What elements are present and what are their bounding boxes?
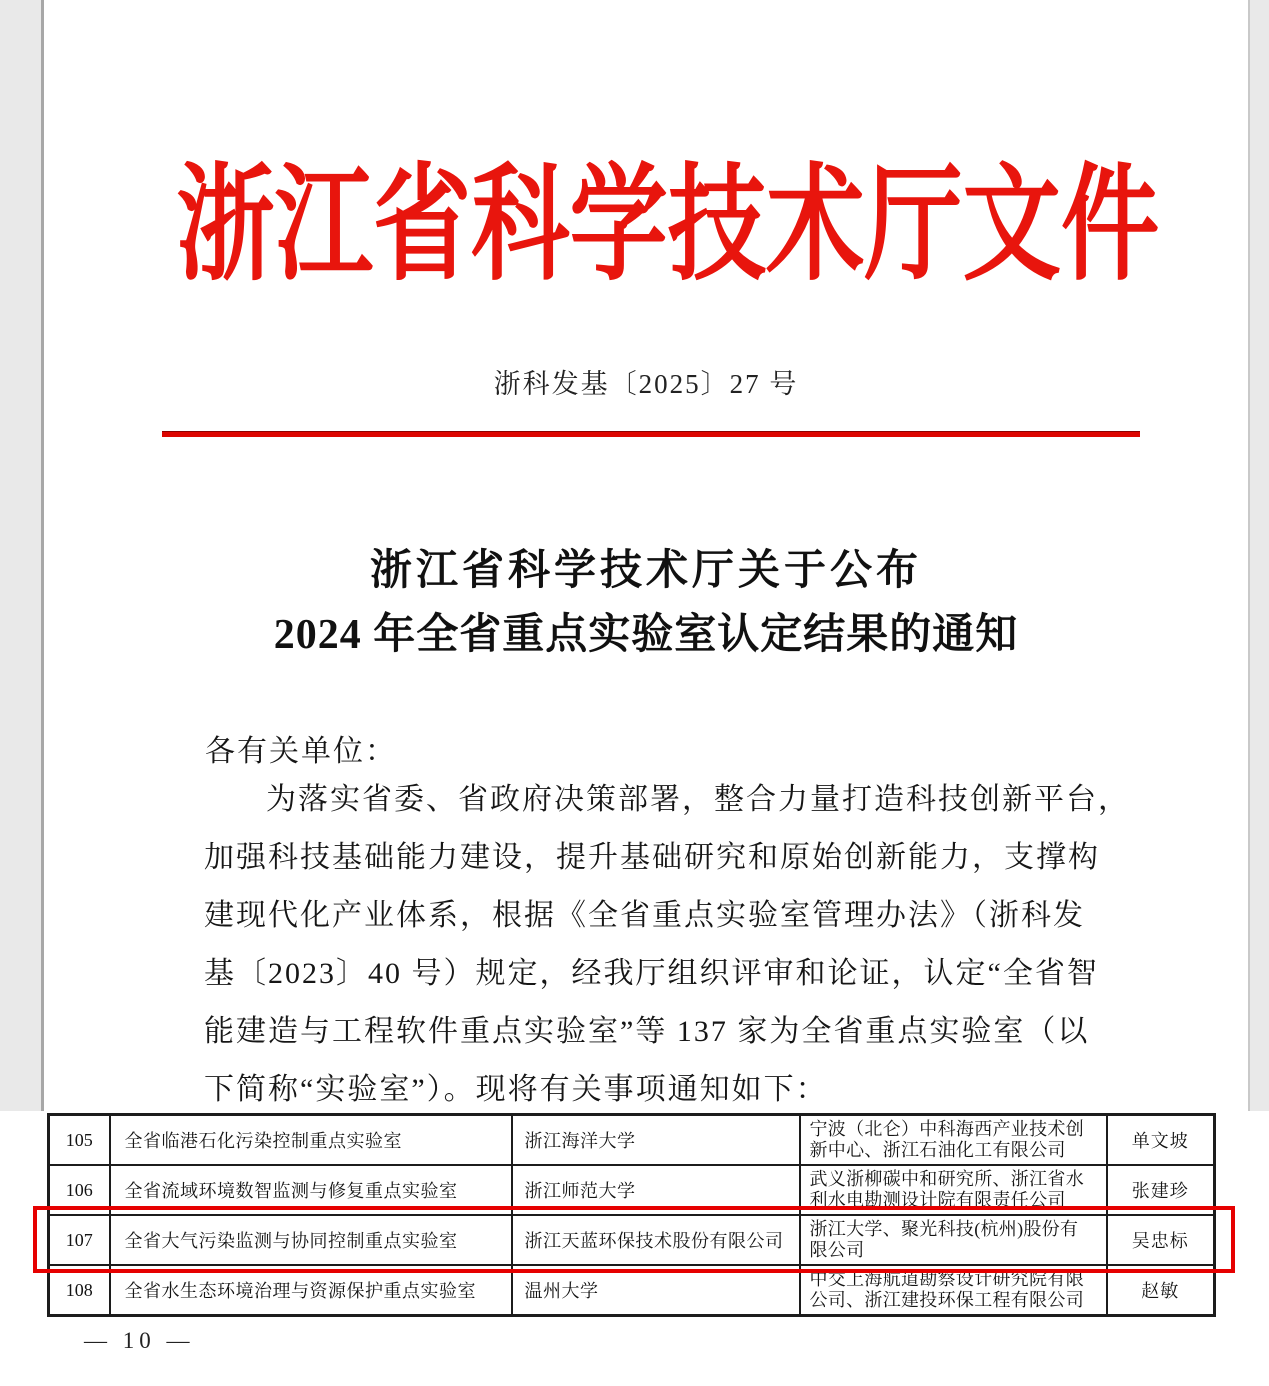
table-row-105 [49, 1115, 1215, 1166]
cell-director: 张建珍 [1107, 1165, 1215, 1215]
cell-lab-name: 全省大气污染监测与协同控制重点实验室 [110, 1215, 512, 1265]
body-line: 建现代化产业体系，根据《全省重点实验室管理办法》（浙科发 [204, 899, 1085, 932]
cell-host-unit: 浙江师范大学 [512, 1165, 800, 1215]
page-left-margin [0, 0, 44, 1111]
key-laboratory-results-table [47, 1113, 1216, 1317]
cell-lab-name: 全省流域环境数智监测与修复重点实验室 [110, 1165, 512, 1215]
cell-serial-number: 106 [49, 1165, 110, 1215]
cell-partner-units: 武义浙柳碳中和研究所、浙江省水利水电勘测设计院有限责任公司 [800, 1165, 1107, 1215]
body-line: 下简称“实验室”）。现将有关事项通知如下： [204, 1073, 828, 1106]
cell-host-unit: 温州大学 [512, 1265, 800, 1316]
cell-director: 吴忠标 [1107, 1215, 1215, 1265]
table-row-106 [49, 1165, 1215, 1215]
cell-director: 单文坡 [1107, 1115, 1215, 1166]
agency-letterhead-title: 浙江省科学技术厅文件 [176, 157, 1160, 296]
document-number: 浙科发基〔2025〕27 号 [493, 369, 799, 399]
page-number: — 10 — [84, 1328, 195, 1353]
letterhead-divider-rule [162, 431, 1140, 437]
notice-title-line1: 浙江省科学技术厅关于公布 [369, 548, 922, 594]
cell-serial-number: 105 [49, 1115, 110, 1166]
cell-partner-units: 浙江大学、聚光科技(杭州)股份有限公司 [800, 1215, 1107, 1265]
notice-title-line2: 2024 年全省重点实验室认定结果的通知 [273, 612, 1019, 658]
salutation-line: 各有关单位： [205, 735, 397, 768]
table-row-108 [49, 1265, 1215, 1316]
cell-lab-name: 全省临港石化污染控制重点实验室 [110, 1115, 512, 1166]
body-line: 能建造与工程软件重点实验室”等 137 家为全省重点实验室（以 [204, 1015, 1090, 1048]
cell-partner-units: 宁波（北仑）中科海西产业技术创新中心、浙江石油化工有限公司 [800, 1115, 1107, 1166]
cell-host-unit: 浙江海洋大学 [512, 1115, 800, 1166]
table-row-107 [49, 1215, 1215, 1265]
cell-host-unit: 浙江天蓝环保技术股份有限公司 [512, 1215, 800, 1265]
body-paragraph [204, 771, 1130, 1119]
cell-director: 赵敏 [1107, 1265, 1215, 1316]
body-line: 加强科技基础能力建设，提升基础研究和原始创新能力，支撑构 [204, 841, 1100, 874]
cell-lab-name: 全省水生态环境治理与资源保护重点实验室 [110, 1265, 512, 1316]
body-line: 基〔2023〕40 号）规定，经我厅组织评审和论证，认定“全省智 [204, 957, 1099, 990]
body-line: 为落实省委、省政府决策部署，整合力量打造科技创新平台， [266, 783, 1130, 816]
page-right-margin [1248, 0, 1269, 1111]
cell-serial-number: 107 [49, 1215, 110, 1265]
cell-partner-units: 中交上海航道勘察设计研究院有限公司、浙江建投环保工程有限公司 [800, 1265, 1107, 1316]
cell-serial-number: 108 [49, 1265, 110, 1316]
